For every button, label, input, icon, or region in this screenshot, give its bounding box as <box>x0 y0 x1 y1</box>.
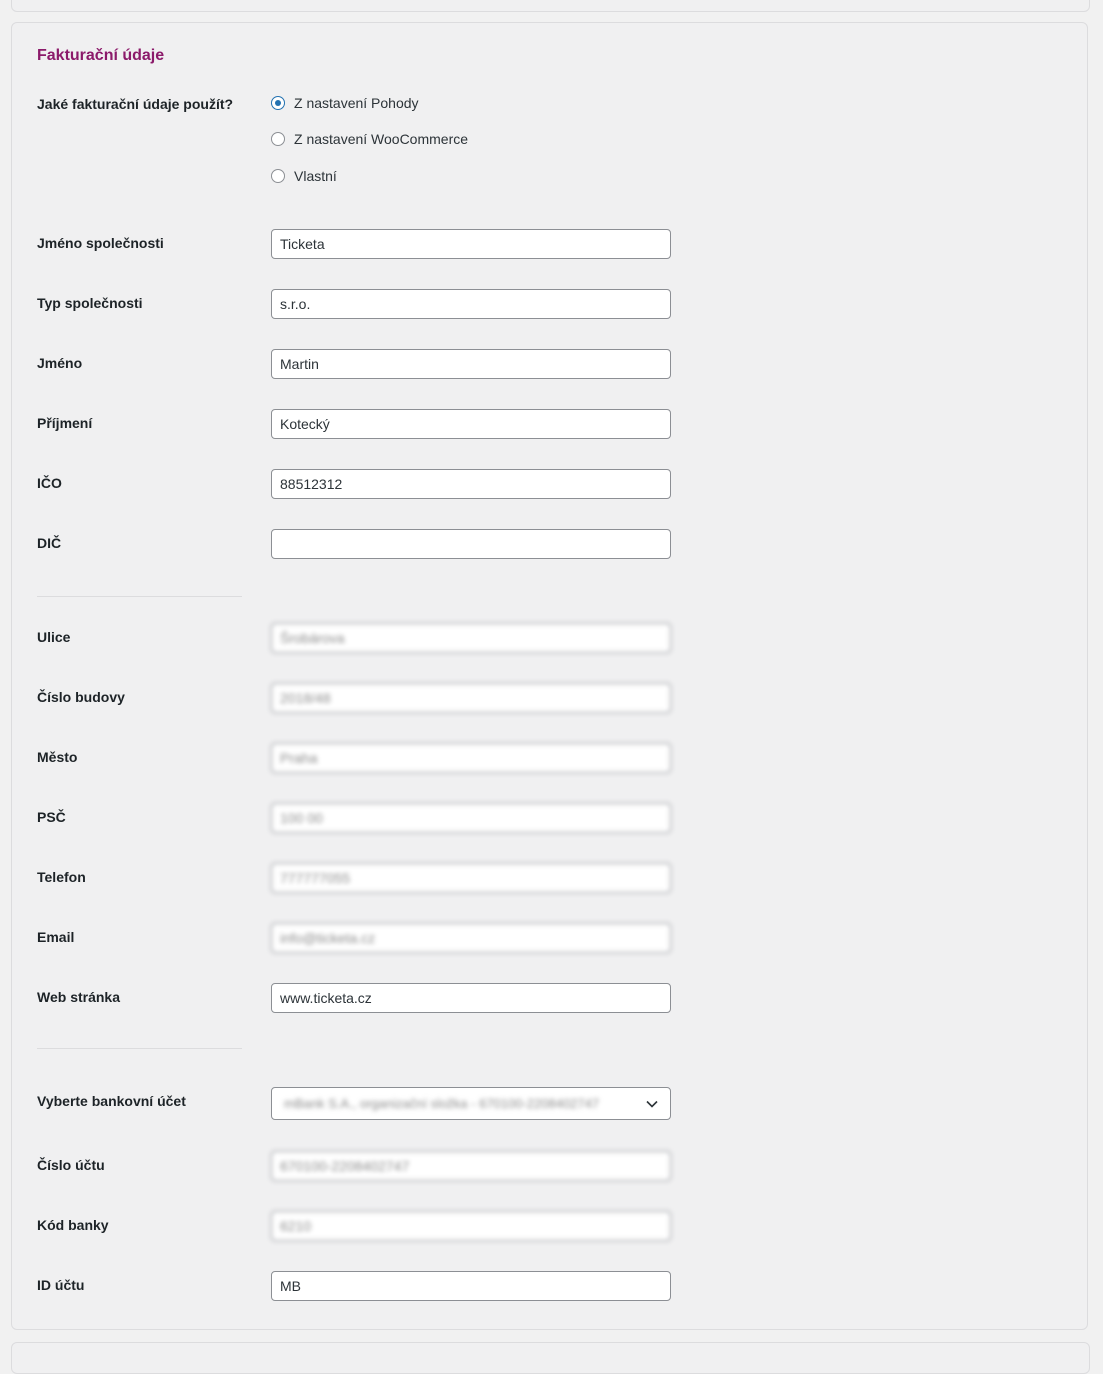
account-id-label: ID účtu <box>37 1277 85 1293</box>
website-label: Web stránka <box>37 989 120 1005</box>
company-name-input[interactable] <box>271 229 671 259</box>
email-label: Email <box>37 929 75 945</box>
zip-input[interactable] <box>271 803 671 833</box>
divider <box>37 596 242 597</box>
account-id-input[interactable] <box>271 1271 671 1301</box>
billing-settings-panel <box>11 22 1088 1330</box>
radio-button[interactable] <box>271 169 285 183</box>
phone-input[interactable] <box>271 863 671 893</box>
street-input[interactable] <box>271 623 671 653</box>
section-title: Fakturační údaje <box>37 47 165 64</box>
invoice-source-label: Jaké fakturační údaje použít? <box>37 96 234 112</box>
radio-option-woocommerce[interactable] <box>271 131 468 147</box>
last-name-input[interactable] <box>271 409 671 439</box>
next-panel <box>11 1342 1090 1374</box>
company-type-label: Typ společnosti <box>37 295 143 311</box>
company-name-label: Jméno společnosti <box>37 235 164 251</box>
first-name-label: Jméno <box>37 355 83 371</box>
radio-option-custom[interactable] <box>271 168 337 184</box>
bank-account-select-value: mBank S.A., organizační složka - 670100-2208402747 <box>284 1096 600 1111</box>
radio-button-checked[interactable] <box>271 96 285 110</box>
email-input[interactable] <box>271 923 671 953</box>
ico-input[interactable] <box>271 469 671 499</box>
dic-label: DIČ <box>37 535 62 551</box>
ico-label: IČO <box>37 475 62 491</box>
radio-button[interactable] <box>271 132 285 146</box>
previous-panel <box>11 0 1090 12</box>
city-label: Město <box>37 749 78 765</box>
zip-label: PSČ <box>37 809 66 825</box>
radio-option-label: Z nastavení WooCommerce <box>294 131 469 147</box>
bank-code-label: Kód banky <box>37 1217 109 1233</box>
divider <box>37 1048 242 1049</box>
radio-option-pohoda[interactable] <box>271 95 419 111</box>
bank-code-input[interactable] <box>271 1211 671 1241</box>
city-input[interactable] <box>271 743 671 773</box>
phone-label: Telefon <box>37 869 86 885</box>
radio-option-label: Vlastní <box>294 168 337 184</box>
chevron-down-icon <box>642 1094 662 1114</box>
account-number-label: Číslo účtu <box>37 1157 105 1173</box>
bank-account-select-label: Vyberte bankovní účet <box>37 1093 186 1109</box>
dic-input[interactable] <box>271 529 671 559</box>
building-number-label: Číslo budovy <box>37 689 125 705</box>
bank-account-select[interactable] <box>271 1087 671 1120</box>
building-number-input[interactable] <box>271 683 671 713</box>
company-type-input[interactable] <box>271 289 671 319</box>
radio-option-label: Z nastavení Pohody <box>294 95 419 111</box>
street-label: Ulice <box>37 629 71 645</box>
website-input[interactable] <box>271 983 671 1013</box>
first-name-input[interactable] <box>271 349 671 379</box>
account-number-input[interactable] <box>271 1151 671 1181</box>
last-name-label: Příjmení <box>37 415 93 431</box>
